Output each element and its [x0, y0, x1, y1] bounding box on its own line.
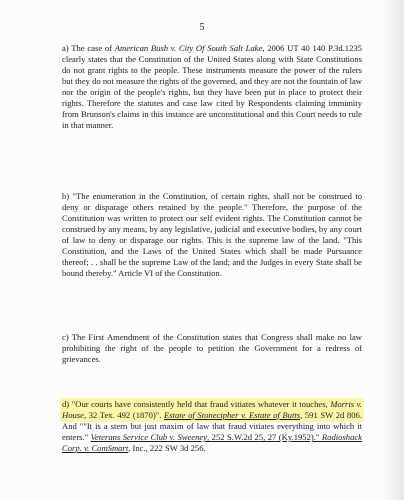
page-edge-shadow [382, 0, 404, 500]
paragraph-c [62, 332, 362, 365]
paragraph-d [62, 399, 362, 454]
case-name-morris: Morris v. House [62, 399, 363, 420]
case-name-stonecipher: Estate of Stonecipher v. Estate of Butts [164, 410, 301, 420]
case-name-veterans: Veterans Service Club v. Sweeney [90, 432, 208, 442]
paragraph-a-label: a) [62, 43, 69, 53]
case-name-radioshack: Radioshack Corp. v. ComSmart [62, 432, 363, 453]
paragraph-a-text-1: The case of [71, 43, 115, 53]
paragraph-a-text-2: , 2006 UT 40 140 P.3d.1235 clearly states that the Constitution of the United States along with State Constitutions do not grant rights to the people. These instruments measure the power of the rulers but they do not measure the rights of the governed, and they are not the fountain of law nor the origin of the people's rights, but they have been put in place to protect their rights. Therefore the statutes and case law cited by Respondents claiming immunity from Brunson's claims in this instance are unconstitutional and this Court needs to rule in that manner. [62, 43, 362, 130]
paragraph-c-text: The First Amendment of the Constitution states that Congress shall make no law prohibiting the right of the people to petition the Government for a redress of grievances. [62, 332, 362, 364]
page-number: 5 [199, 22, 205, 33]
paragraph-d-text-4: , 252 S.W.2d 25, 27 (Ky.1952)." [207, 432, 322, 442]
paragraph-d-text-5: , Inc., 222 SW 3d 256. [128, 443, 206, 453]
paragraph-d-text-3: , 591 SW 2d 806. And ""It is a stern but just maxim of law that fraud vitiates everything into which it enters." [62, 410, 362, 442]
paragraph-b-text: "The enumeration in the Constitution, of certain rights, shall not be construed to deny or disparage others retained by the people." Therefore, the purpose of the Constitution was written to protect our self evident rights. The Constitution cannot be construed by any means, by any legislative, judicial and executive bodies, by any court of law to deny or disparage our rights. This is the supreme law of the land. "This Constitution, and the Laws of the United States which shall be made Pursuance thereof; . . shall be the supreme Law of the land; and the Judges in every State shall be bound thereby." Article VI of the Constitution. [62, 191, 363, 278]
paragraph-d-label: d) [62, 399, 70, 409]
paragraph-c-label: c) [62, 332, 69, 342]
case-name-american-bush: American Bush v. City Of South Salt Lake [114, 43, 263, 53]
paragraph-d-text-2: , 32 Tex. 492 (1870)". [83, 410, 165, 420]
paragraph-a [62, 43, 362, 131]
paragraph-b-label: b) [62, 191, 70, 201]
paragraph-b [62, 191, 362, 279]
paragraph-d-text-1: "Our courts have consistently held that fraud vitiates whatever it touches, [71, 399, 331, 409]
